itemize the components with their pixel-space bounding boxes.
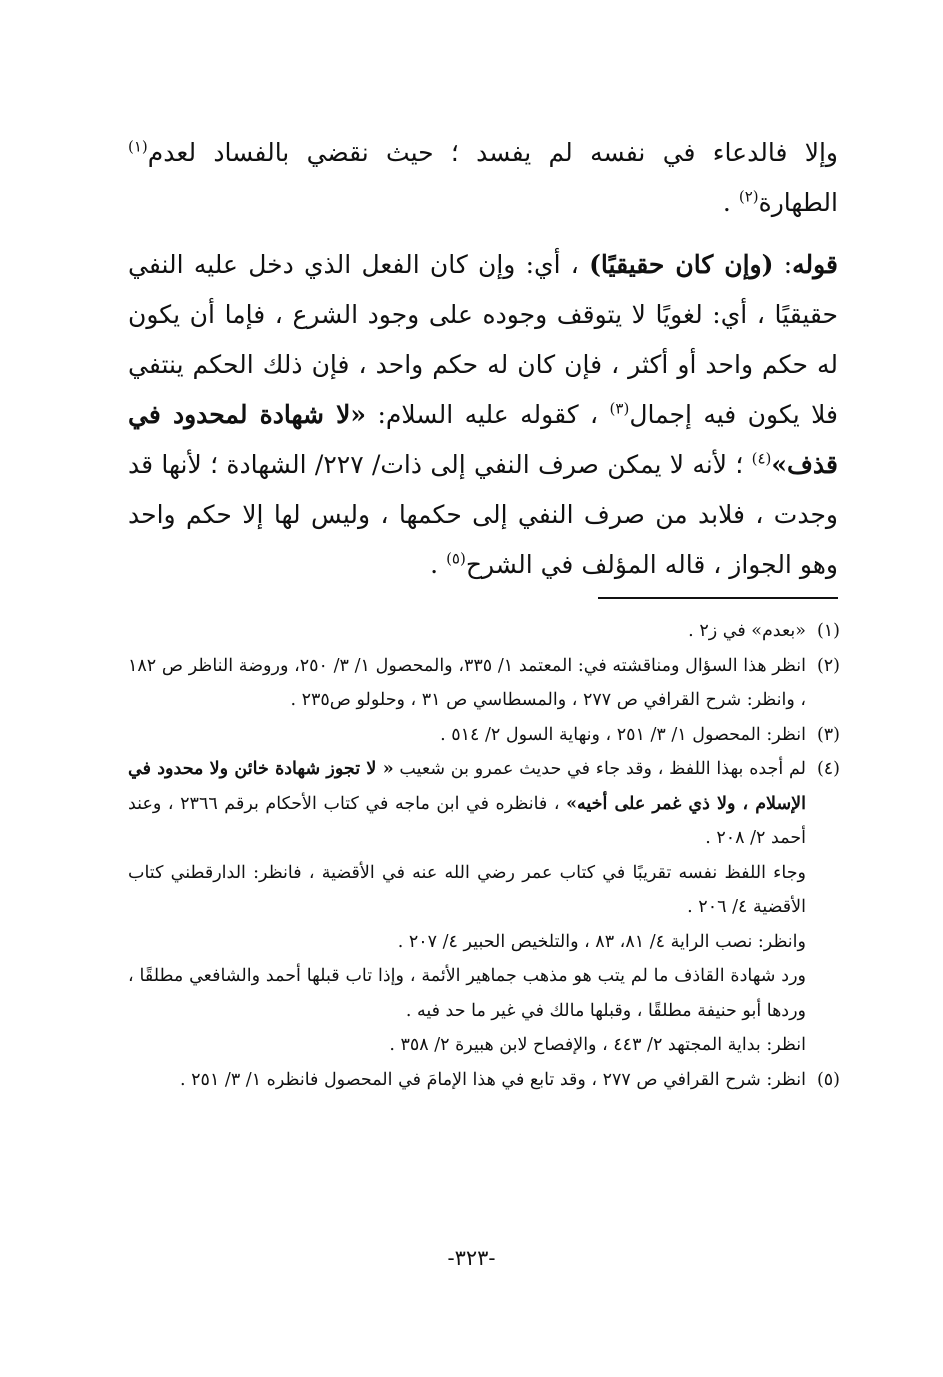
footnote-ref-1[interactable]: (١) (128, 137, 148, 156)
footnote-text: «بعدم» في ز٢ . (688, 621, 806, 641)
quoted-text: (وإن كان حقيقيًا) (589, 250, 774, 279)
paragraph-2 (128, 240, 838, 590)
footnote-3 (128, 718, 840, 753)
paragraph-1-text-b: الطهارة (758, 188, 838, 217)
footnote-text: لم أجده بهذا اللفظ ، وقد جاء في حديث عمرو بن شعيب (393, 759, 806, 779)
footnote-5 (128, 1063, 840, 1098)
paragraph-1-text-c: . (722, 188, 739, 217)
footnote-text: انظر: شرح القرافي ص ٢٧٧ ، وقد تابع في هذا الإمامَ في المحصول فانظره ١/ ٣/ ٢٥١ . (180, 1069, 806, 1090)
footnote-1 (128, 614, 840, 649)
footnote-number: (٢) (816, 655, 840, 676)
paragraph-2-text-d: . (430, 550, 447, 579)
footnote-hadith: « لا تجوز شهادة خائن ولا محدود في الإسلام ، ولا ذي غمر على أخيه» (128, 759, 807, 814)
footnote-4-continuation-1: وجاء اللفظ نفسه تقريبًا في كتاب عمر رضي الله عنه في الأقضية ، فانظر: الدارقطني كتاب الأقضية ٤/ ٢٠٦ . (128, 862, 806, 917)
footnotes (128, 614, 840, 1097)
paragraph-2-text-b: ، كقوله عليه السلام: (366, 400, 610, 429)
main-text (128, 128, 838, 590)
footnote-4 (128, 752, 840, 856)
page-number: -٣٢٣- (447, 1246, 496, 1270)
footnote-number: (٣) (816, 724, 840, 745)
footnote-ref-2[interactable]: (٢) (738, 187, 759, 206)
footnote-4-continuation-4: انظر: بداية المجتهد ٢/ ٤٤٣ ، والإفصاح لابن هبيرة ٢/ ٣٥٨ . (389, 1035, 806, 1055)
footnote-2 (128, 649, 840, 718)
paragraph-1 (128, 128, 838, 228)
paragraph-1-text-a: وإلا فالدعاء في نفسه لم يفسد ؛ حيث نقضي بالفساد لعدم (147, 138, 838, 167)
paragraph-2-text-a: ، أي: وإن كان الفعل الذي دخل عليه النفي حقيقيًا ، أي: لغويًا لا يتوقف وجوده على وجود الشرع ، فإما أن يكون له حكم واحد أو أكثر ، فإن كان له حكم واحد ، فإن ذلك الحكم ينتفي فلا يكون فيه إجمال (128, 250, 839, 429)
footnote-number: (١) (816, 621, 840, 641)
commentary-label: قوله (792, 250, 839, 279)
footnote-ref-4[interactable]: (٤) (751, 449, 772, 468)
footnote-ref-3[interactable]: (٣) (609, 399, 630, 418)
footnote-text: انظر هذا السؤال ومناقشته في: المعتمد ١/ ٣٣٥، والمحصول ١/ ٣/ ٢٥٠، وروضة الناظر ص ١٨٢ ، وانظر: شرح القرافي ص ٢٧٧ ، والمسطاسي ص ٣١ ، وحلولو ص٢٣٥ . (128, 655, 806, 710)
footnote-divider (598, 597, 838, 599)
footnote-text: ، فانظره في ابن ماجه في كتاب الأحكام برقم ٢٣٦٦ ، وعند أحمد ٢/ ٢٠٨ . (128, 793, 806, 848)
footnote-number: (٤) (816, 759, 840, 779)
footnote-number: (٥) (816, 1069, 840, 1090)
footnote-4-continuation-3: ورد شهادة القاذف ما لم يتب هو مذهب جماهير الأئمة ، وإذا تاب قبلها أحمد والشافعي مطلقًا ، وردها أبو حنيفة مطلقًا ، وقبلها مالك في غير ما حد فيه . (128, 966, 806, 1021)
footnote-text: انظر: المحصول ١/ ٣/ ٢٥١ ، ونهاية السول ٢/ ٥١٤ . (440, 724, 806, 745)
footnote-4-continuation-2: وانظر: نصب الراية ٤/ ٨١، ٨٣ ، والتلخيص الحبير ٤/ ٢٠٧ . (397, 931, 806, 952)
label-colon: : (773, 250, 793, 279)
hadith-quote: «لا شهادة لمحدود في قذف» (128, 400, 839, 479)
paragraph-2-text-c: ؛ لأنه لا يمكن صرف النفي إلى ذات/ ٢٢٧/ الشهادة ؛ لأنها قد وجدت ، فلابد من صرف النفي إلى حكمها ، وليس لها إلا حكم واحد وهو الجواز ، قاله المؤلف في الشرح (128, 450, 838, 579)
footnote-ref-5[interactable]: (٥) (446, 549, 466, 568)
